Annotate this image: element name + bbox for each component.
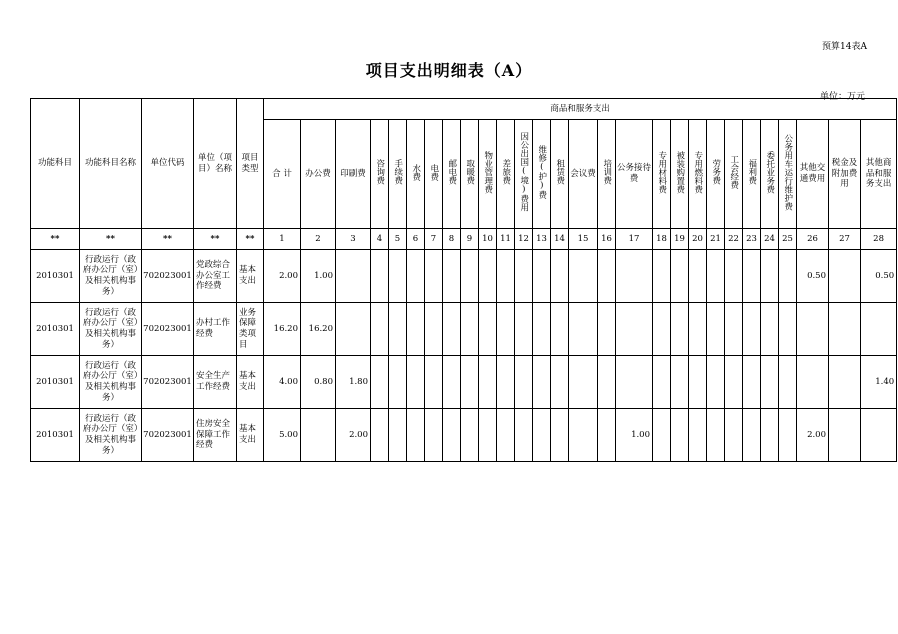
- header-col-19: [671, 120, 689, 229]
- header-col-21: [707, 120, 725, 229]
- amount-cell: [689, 303, 707, 356]
- table-row: [31, 303, 897, 356]
- header-col-label: 专用燃料费: [692, 150, 703, 194]
- func-code-cell-text: 2010301: [36, 323, 74, 334]
- amount-cell: [389, 250, 407, 303]
- amount-cell: [533, 356, 551, 409]
- amount-cell: [443, 303, 461, 356]
- column-number: 4: [371, 229, 389, 250]
- header-col-label: 公务接待费: [617, 163, 652, 184]
- header-col-label: 专用材料费: [656, 150, 667, 194]
- column-number: 27: [829, 229, 861, 250]
- header-col-label: 其他商品和服务支出: [865, 158, 892, 190]
- amount-cell: [371, 409, 389, 462]
- amount-cell: [515, 250, 533, 303]
- amount-cell: [761, 356, 779, 409]
- header-col-label: 工会经费: [728, 155, 739, 190]
- header-col-label: 咨询费: [374, 159, 385, 185]
- amount-cell: 1.00: [301, 250, 336, 303]
- header-col-15: [569, 120, 598, 229]
- amount-cell: [533, 250, 551, 303]
- column-number: 10: [479, 229, 497, 250]
- amount-cell: [671, 303, 689, 356]
- amount-cell: [407, 303, 425, 356]
- amount-cell: [461, 409, 479, 462]
- amount-cell: [461, 303, 479, 356]
- amount-cell: [671, 356, 689, 409]
- header-col-label: 福利费: [746, 159, 757, 185]
- header-col-17: [616, 120, 653, 229]
- column-number: 7: [425, 229, 443, 250]
- proj-type-cell-text: 业务保障类项目: [239, 307, 257, 350]
- unit-code-cell: [142, 250, 194, 303]
- unit-name-cell-text: 住房安全保障工作经费: [196, 419, 231, 451]
- proj-type-cell-text: 基本支出: [239, 424, 257, 445]
- column-number: 19: [671, 229, 689, 250]
- amount-cell: [533, 303, 551, 356]
- header-col-label: 培训费: [601, 159, 612, 185]
- column-number: 18: [653, 229, 671, 250]
- header-col-label: 合 计: [272, 168, 292, 179]
- header-col-4: [371, 120, 389, 229]
- proj-type-cell: [237, 356, 264, 409]
- amount-cell: [533, 409, 551, 462]
- amount-cell: [598, 303, 616, 356]
- func-name-cell: [80, 250, 142, 303]
- amount-cell: 2.00: [797, 409, 829, 462]
- star-cell: **: [237, 229, 264, 250]
- func-code-cell: [31, 409, 80, 462]
- header-col-14: [551, 120, 569, 229]
- header-col-label: 其他交通费用: [799, 163, 826, 184]
- amount-cell: [301, 409, 336, 462]
- amount-cell: [689, 250, 707, 303]
- amount-cell: [569, 356, 598, 409]
- amount-cell: [461, 356, 479, 409]
- unit-name-cell: [194, 250, 237, 303]
- table-row: [31, 356, 897, 409]
- amount-cell: [479, 303, 497, 356]
- header-col-label: 租赁费: [554, 159, 565, 185]
- amount-cell: [425, 356, 443, 409]
- amount-cell: [725, 409, 743, 462]
- amount-cell: [551, 303, 569, 356]
- header-col-26: [797, 120, 829, 229]
- amount-cell: [707, 356, 725, 409]
- header-unit-name: 单位（项目）名称: [194, 99, 237, 229]
- amount-cell: [515, 303, 533, 356]
- header-col-12: [515, 120, 533, 229]
- column-number: 24: [761, 229, 779, 250]
- header-col-1: [264, 120, 301, 229]
- amount-cell: [671, 409, 689, 462]
- proj-type-cell-text: 基本支出: [239, 371, 257, 392]
- column-number: 16: [598, 229, 616, 250]
- amount-cell: [861, 409, 897, 462]
- header-col-5: [389, 120, 407, 229]
- amount-cell: [407, 409, 425, 462]
- amount-cell: 2.00: [336, 409, 371, 462]
- star-cell: **: [194, 229, 237, 250]
- amount-cell: [371, 356, 389, 409]
- header-col-label: 邮电费: [446, 159, 457, 185]
- header-col-label: 物业管理费: [482, 150, 493, 194]
- column-number: 17: [616, 229, 653, 250]
- amount-cell: [797, 303, 829, 356]
- header-col-2: [301, 120, 336, 229]
- amount-cell: [653, 250, 671, 303]
- header-col-22: [725, 120, 743, 229]
- amount-cell: 0.80: [301, 356, 336, 409]
- unit-name-cell: [194, 409, 237, 462]
- proj-type-cell-text: 基本支出: [239, 265, 257, 286]
- header-col-8: [443, 120, 461, 229]
- project-expense-table: [30, 98, 897, 462]
- amount-cell: [616, 250, 653, 303]
- column-number: 26: [797, 229, 829, 250]
- header-col-24: [761, 120, 779, 229]
- column-number: 22: [725, 229, 743, 250]
- column-number: 1: [264, 229, 301, 250]
- table-row: [31, 250, 897, 303]
- amount-cell: 16.20: [264, 303, 301, 356]
- amount-cell: [861, 303, 897, 356]
- header-col-label: 劳务费: [710, 159, 721, 185]
- amount-cell: [689, 409, 707, 462]
- header-col-label: 手续费: [392, 159, 403, 185]
- header-col-10: [479, 120, 497, 229]
- amount-cell: [551, 356, 569, 409]
- amount-cell: [598, 409, 616, 462]
- amount-cell: [497, 409, 515, 462]
- unit-code-cell-text: 702023001: [143, 270, 192, 281]
- amount-cell: [443, 356, 461, 409]
- amount-cell: [829, 250, 861, 303]
- unit-name-cell: [194, 303, 237, 356]
- func-code-cell-text: 2010301: [36, 429, 74, 440]
- table-row: [31, 409, 897, 462]
- amount-cell: [761, 409, 779, 462]
- page-title: 项目支出明细表（A）: [365, 61, 533, 80]
- header-proj-type: 项目类型: [237, 99, 264, 229]
- header-col-label: 会议费: [570, 168, 596, 179]
- header-col-label: 被装购置费: [674, 150, 685, 194]
- header-col-label: 委托业务费: [764, 150, 775, 194]
- header-col-label: 取暖费: [464, 159, 475, 185]
- header-col-label: 印刷费: [340, 168, 366, 179]
- column-number: 13: [533, 229, 551, 250]
- header-col-label: 办公费: [305, 168, 331, 179]
- func-name-cell: [80, 356, 142, 409]
- func-name-cell: [80, 303, 142, 356]
- amount-cell: [725, 356, 743, 409]
- func-code-cell: [31, 303, 80, 356]
- amount-cell: [707, 303, 725, 356]
- amount-cell: [407, 250, 425, 303]
- amount-cell: [671, 250, 689, 303]
- header-col-6: [407, 120, 425, 229]
- func-code-cell-text: 2010301: [36, 376, 74, 387]
- amount-cell: 0.50: [797, 250, 829, 303]
- amount-cell: [598, 250, 616, 303]
- amount-cell: 5.00: [264, 409, 301, 462]
- amount-cell: [616, 356, 653, 409]
- amount-cell: [653, 356, 671, 409]
- amount-cell: [461, 250, 479, 303]
- amount-cell: [689, 356, 707, 409]
- amount-cell: [797, 356, 829, 409]
- func-code-cell-text: 2010301: [36, 270, 74, 281]
- header-col-25: [779, 120, 797, 229]
- amount-cell: [551, 409, 569, 462]
- amount-cell: [389, 303, 407, 356]
- amount-cell: [779, 409, 797, 462]
- column-number: 15: [569, 229, 598, 250]
- func-code-cell: [31, 356, 80, 409]
- column-number: 8: [443, 229, 461, 250]
- amount-cell: [407, 356, 425, 409]
- amount-cell: [743, 356, 761, 409]
- header-col-3: [336, 120, 371, 229]
- header-col-16: [598, 120, 616, 229]
- column-number: 21: [707, 229, 725, 250]
- header-col-28: [861, 120, 897, 229]
- column-number: 6: [407, 229, 425, 250]
- unit-code-cell: [142, 409, 194, 462]
- header-func-name: 功能科目名称: [80, 99, 142, 229]
- column-number: 23: [743, 229, 761, 250]
- proj-type-cell: [237, 409, 264, 462]
- amount-cell: [515, 356, 533, 409]
- func-name-cell: [80, 409, 142, 462]
- amount-cell: 1.40: [861, 356, 897, 409]
- amount-cell: 16.20: [301, 303, 336, 356]
- func-name-cell-text: 行政运行（政府办公厅（室）及相关机构事务）: [82, 307, 139, 350]
- column-number: 28: [861, 229, 897, 250]
- amount-cell: [761, 250, 779, 303]
- header-col-20: [689, 120, 707, 229]
- amount-cell: [707, 409, 725, 462]
- header-col-label: 税金及附加费用: [831, 158, 858, 190]
- header-unit-code: 单位代码: [142, 99, 194, 229]
- amount-cell: [743, 250, 761, 303]
- amount-cell: [779, 356, 797, 409]
- amount-cell: [743, 409, 761, 462]
- header-col-7: [425, 120, 443, 229]
- unit-code-cell-text: 702023001: [143, 429, 192, 440]
- header-func-code: 功能科目: [31, 99, 80, 229]
- amount-cell: [569, 250, 598, 303]
- amount-cell: 4.00: [264, 356, 301, 409]
- header-col-18: [653, 120, 671, 229]
- header-col-label: 维修(护)费: [536, 145, 547, 200]
- header-col-9: [461, 120, 479, 229]
- amount-cell: [371, 250, 389, 303]
- amount-cell: [829, 303, 861, 356]
- column-number: 14: [551, 229, 569, 250]
- amount-cell: [497, 356, 515, 409]
- amount-cell: [829, 356, 861, 409]
- column-number: 9: [461, 229, 479, 250]
- amount-cell: [443, 409, 461, 462]
- header-col-13: [533, 120, 551, 229]
- header-goods-services: 商品和服务支出: [264, 99, 897, 120]
- unit-name-cell-text: 办村工作经费: [196, 318, 231, 339]
- amount-cell: [779, 303, 797, 356]
- header-col-23: [743, 120, 761, 229]
- amount-cell: [598, 356, 616, 409]
- header-col-27: [829, 120, 861, 229]
- amount-cell: 1.00: [616, 409, 653, 462]
- amount-cell: [479, 250, 497, 303]
- func-name-cell-text: 行政运行（政府办公厅（室）及相关机构事务）: [82, 254, 139, 297]
- unit-label: 单位：万元: [819, 92, 865, 102]
- header-col-label: 水费: [410, 163, 421, 181]
- column-number: 12: [515, 229, 533, 250]
- header-col-label: 电费: [428, 163, 439, 181]
- amount-cell: [779, 250, 797, 303]
- header-col-11: [497, 120, 515, 229]
- func-code-cell: [31, 250, 80, 303]
- unit-code-cell: [142, 303, 194, 356]
- header-col-label: 因公出国(境)费用: [518, 132, 529, 212]
- column-number: 2: [301, 229, 336, 250]
- amount-cell: [389, 409, 407, 462]
- amount-cell: [653, 409, 671, 462]
- star-cell: **: [142, 229, 194, 250]
- amount-cell: [829, 409, 861, 462]
- proj-type-cell: [237, 250, 264, 303]
- amount-cell: [707, 250, 725, 303]
- amount-cell: [761, 303, 779, 356]
- amount-cell: [389, 356, 407, 409]
- amount-cell: [425, 250, 443, 303]
- amount-cell: [551, 250, 569, 303]
- star-cell: **: [31, 229, 80, 250]
- amount-cell: [569, 303, 598, 356]
- amount-cell: [725, 250, 743, 303]
- amount-cell: 1.80: [336, 356, 371, 409]
- unit-name-cell: [194, 356, 237, 409]
- amount-cell: [479, 409, 497, 462]
- amount-cell: [497, 303, 515, 356]
- header-col-label: 差旅费: [500, 159, 511, 185]
- unit-name-cell-text: 安全生产工作经费: [196, 371, 231, 392]
- amount-cell: [336, 303, 371, 356]
- amount-cell: 0.50: [861, 250, 897, 303]
- amount-cell: 2.00: [264, 250, 301, 303]
- amount-cell: [443, 250, 461, 303]
- amount-cell: [371, 303, 389, 356]
- amount-cell: [569, 409, 598, 462]
- column-number: 11: [497, 229, 515, 250]
- star-cell: **: [80, 229, 142, 250]
- unit-name-cell-text: 党政综合办公室工作经费: [196, 260, 231, 292]
- amount-cell: [425, 409, 443, 462]
- amount-cell: [653, 303, 671, 356]
- amount-cell: [616, 303, 653, 356]
- column-number: 3: [336, 229, 371, 250]
- column-number: 25: [779, 229, 797, 250]
- func-name-cell-text: 行政运行（政府办公厅（室）及相关机构事务）: [82, 413, 139, 456]
- column-number: 5: [389, 229, 407, 250]
- form-code: 预算14表A: [822, 42, 867, 52]
- unit-code-cell: [142, 356, 194, 409]
- amount-cell: [725, 303, 743, 356]
- func-name-cell-text: 行政运行（政府办公厅（室）及相关机构事务）: [82, 360, 139, 403]
- amount-cell: [515, 409, 533, 462]
- amount-cell: [479, 356, 497, 409]
- amount-cell: [425, 303, 443, 356]
- amount-cell: [743, 303, 761, 356]
- amount-cell: [497, 250, 515, 303]
- proj-type-cell: [237, 303, 264, 356]
- header-col-label: 公务用车运行维护费: [782, 133, 793, 211]
- unit-code-cell-text: 702023001: [143, 323, 192, 334]
- column-number: 20: [689, 229, 707, 250]
- amount-cell: [336, 250, 371, 303]
- unit-code-cell-text: 702023001: [143, 376, 192, 387]
